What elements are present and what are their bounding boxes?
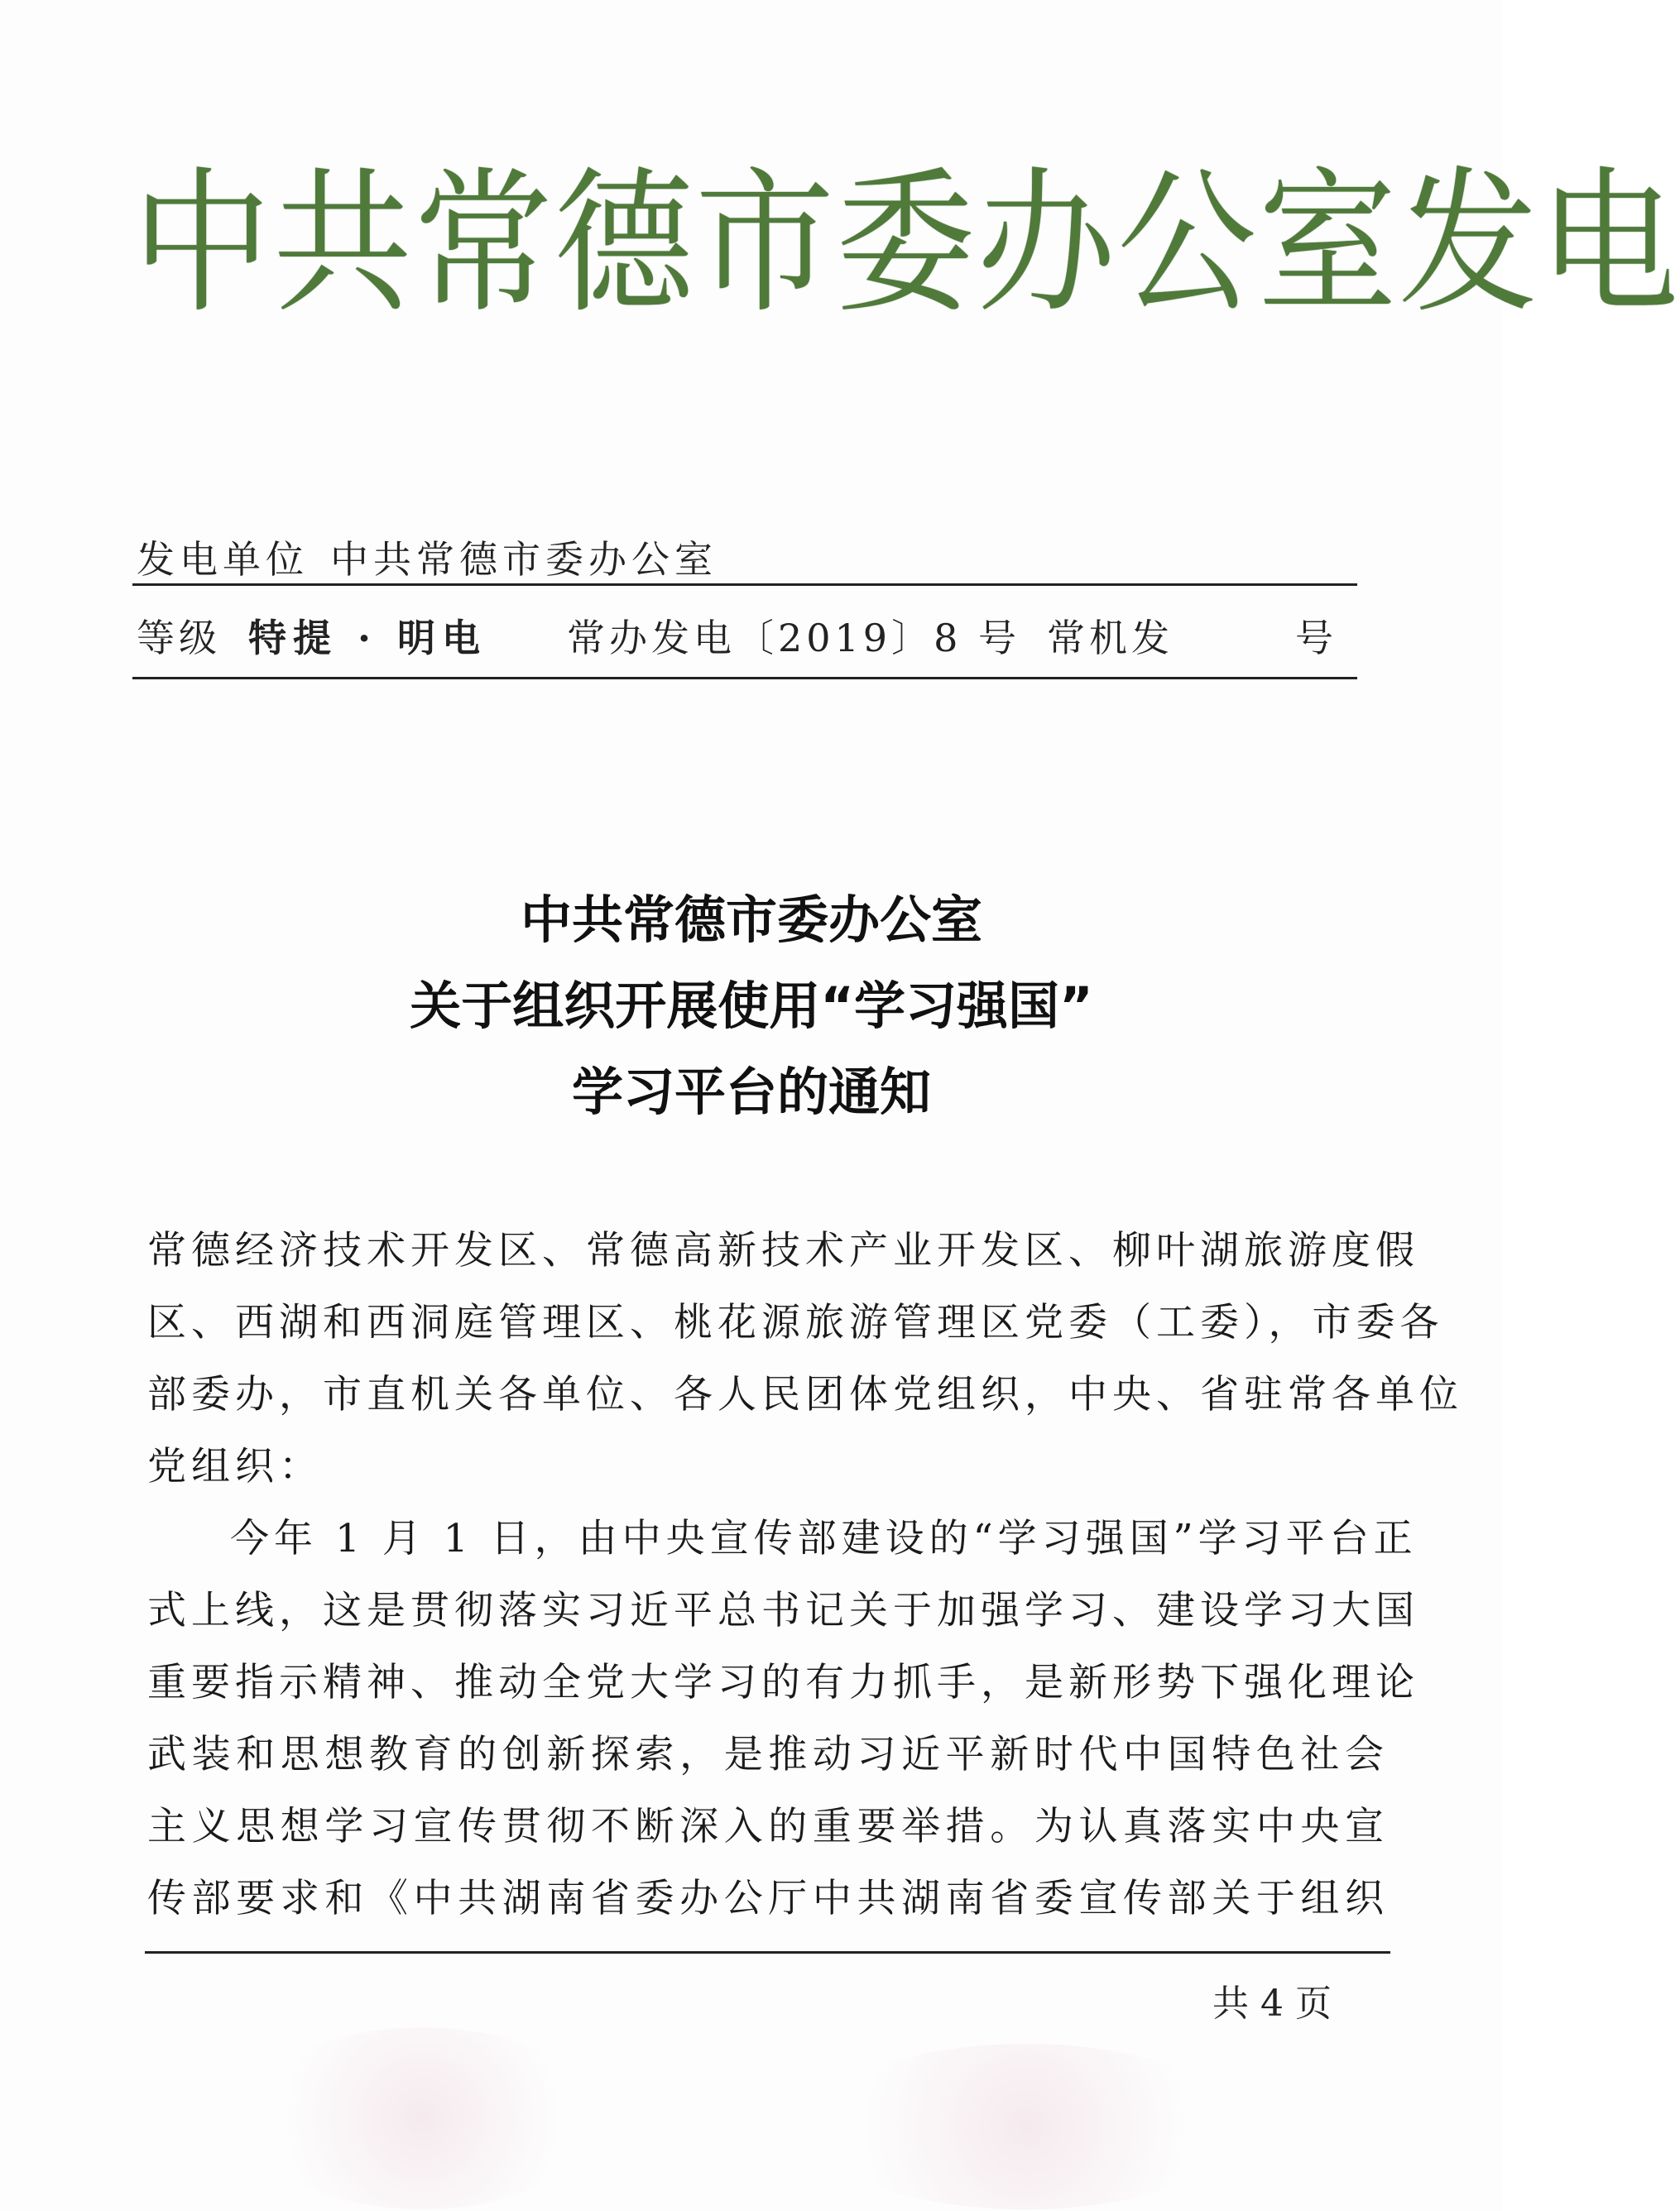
masthead-title: 中共常德市委办公室发电 <box>132 152 1680 334</box>
send-label: 常机发 <box>1047 616 1174 660</box>
body-line: 区、西湖和西洞庭管理区、桃花源旅游管理区党委（工委），市委各 <box>147 1300 1444 1345</box>
doc-number: 常办发电〔2019〕8 号 <box>567 616 1020 660</box>
header-rule-bottom <box>132 677 1357 679</box>
title-line-2: 关于组织开展使用“学习强国” <box>410 976 1093 1036</box>
title-line-3: 学习平台的通知 <box>571 1062 931 1122</box>
page-count: 共 4 页 <box>1212 1983 1332 2025</box>
body-line: 党组织： <box>147 1444 323 1489</box>
grade-value: 特提 · 明电 <box>248 616 487 660</box>
body-line: 武装和思想教育的创新探索，是推动习近平新时代中国特色社会 <box>147 1732 1389 1777</box>
header-rule-top <box>132 583 1357 586</box>
body-line: 传部要求和《中共湖南省委办公厅中共湖南省委宣传部关于组织 <box>147 1876 1389 1921</box>
sender-label: 发电单位 <box>137 537 309 582</box>
title-line-1: 中共常德市委办公室 <box>520 890 982 950</box>
number-suffix: 号 <box>1295 616 1337 660</box>
grade-row <box>137 608 1361 658</box>
body-line: 部委办，市直机关各单位、各人民团体党组织，中央、省驻常各单位 <box>147 1372 1463 1417</box>
footer-rule <box>145 1951 1390 1954</box>
body-text <box>147 1215 1463 1935</box>
body-line: 式上线，这是贯彻落实习近平总书记关于加强学习、建设学习大国 <box>147 1588 1419 1633</box>
document-title <box>0 877 1503 1135</box>
paper-stain <box>248 2027 596 2209</box>
body-line: 重要指示精神、推动全党大学习的有力抓手，是新形势下强化理论 <box>147 1660 1419 1705</box>
body-line: 常德经济技术开发区、常德高新技术产业开发区、柳叶湖旅游度假 <box>147 1228 1419 1273</box>
body-line: 主义思想学习宣传贯彻不断深入的重要举措。为认真落实中央宣 <box>147 1804 1389 1849</box>
grade-label: 等级 <box>137 616 221 660</box>
sender-value: 中共常德市委办公室 <box>330 537 718 582</box>
paper-stain <box>811 2044 1241 2209</box>
body-line: 今年 1 月 1 日，由中央宣传部建设的“学习强国”学习平台正 <box>230 1516 1418 1561</box>
sender-line <box>137 530 739 584</box>
